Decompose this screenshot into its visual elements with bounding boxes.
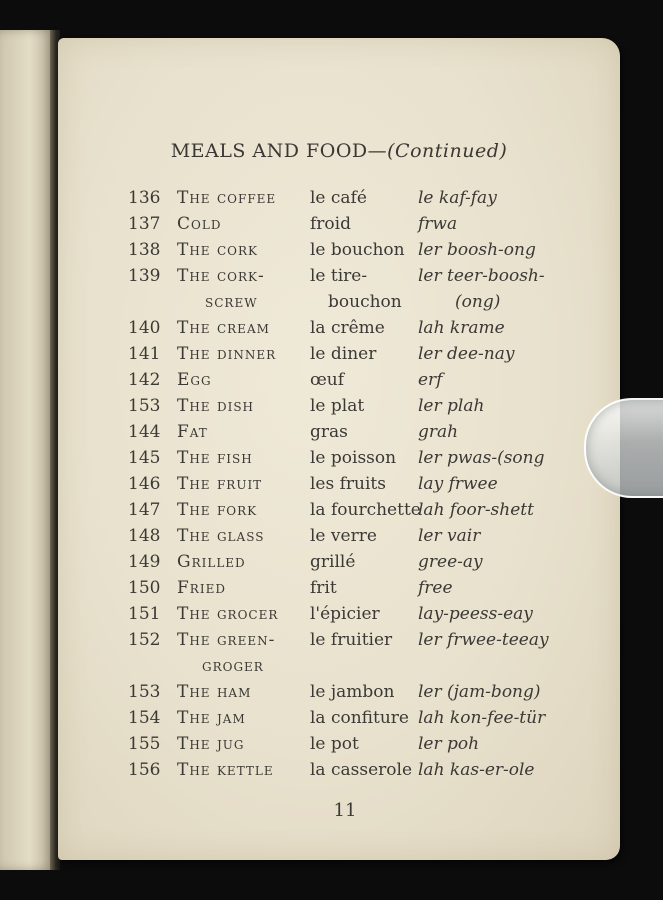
english-term: Fat: [177, 422, 208, 442]
title-continued: (Continued): [387, 140, 508, 162]
english-term: The jam: [177, 708, 246, 728]
english-term: The cork-: [177, 266, 265, 286]
pronunciation: lah krame: [418, 318, 505, 338]
english-term: The coffee: [177, 188, 277, 208]
pronunciation: ler frwee-teeay: [418, 630, 549, 650]
pronunciation: erf: [418, 370, 443, 390]
pronunciation: frwa: [418, 214, 458, 234]
pronunciation: lay-peess-eay: [418, 604, 533, 624]
table-row: [0, 370, 663, 396]
french-term: œuf: [310, 370, 345, 390]
entry-number: 137: [128, 214, 161, 234]
entry-number: 146: [128, 474, 161, 494]
entry-number: 155: [128, 734, 161, 754]
entry-number: 148: [128, 526, 161, 546]
pronunciation: ler plah: [418, 396, 485, 416]
french-term: le café: [310, 188, 367, 208]
english-term: The cork: [177, 240, 258, 260]
french-term: le tire-: [310, 266, 368, 286]
pronunciation: ler dee-nay: [418, 344, 515, 364]
english-term: The glass: [177, 526, 265, 546]
pronunciation: lah kas-er-ole: [418, 760, 535, 780]
french-term: grillé: [310, 552, 356, 572]
entry-number: 141: [128, 344, 161, 364]
table-row: [0, 214, 663, 240]
table-row: [0, 396, 663, 422]
table-row: [0, 578, 663, 604]
table-row: [0, 500, 663, 526]
title-main: MEALS AND FOOD—: [170, 140, 388, 162]
entry-number: 142: [128, 370, 161, 390]
entry-number: 140: [128, 318, 161, 338]
table-row: [0, 422, 663, 448]
pronunciation: ler poh: [418, 734, 480, 754]
pronunciation: le kaf-fay: [418, 188, 497, 208]
pronunciation: lah kon-fee-tür: [418, 708, 546, 728]
pronunciation: free: [418, 578, 453, 598]
french-term: le bouchon: [310, 240, 405, 260]
english-term: screw: [205, 292, 258, 312]
french-term: la crême: [310, 318, 385, 338]
entry-number: 156: [128, 760, 161, 780]
english-term: The fork: [177, 500, 258, 520]
english-term: The fish: [177, 448, 253, 468]
entry-number: 153: [128, 396, 161, 416]
french-term: bouchon: [328, 292, 402, 312]
english-term: The ham: [177, 682, 252, 702]
page-number: 11: [333, 800, 357, 821]
table-row: [0, 604, 663, 630]
table-row: [0, 474, 663, 500]
table-row: [0, 630, 663, 656]
pronunciation: ler teer-boosh-: [418, 266, 545, 286]
french-term: gras: [310, 422, 348, 442]
pronunciation: lay frwee: [418, 474, 498, 494]
english-term: The dinner: [177, 344, 277, 364]
table-row: [0, 240, 663, 266]
english-term: Grilled: [177, 552, 246, 572]
french-term: la fourchette: [310, 500, 421, 520]
entry-number: 153: [128, 682, 161, 702]
french-term: le poisson: [310, 448, 397, 468]
french-term: l'épicier: [310, 604, 380, 624]
entry-number: 154: [128, 708, 161, 728]
english-term: groger: [202, 656, 264, 676]
english-term: Cold: [177, 214, 222, 234]
english-term: The cream: [177, 318, 270, 338]
table-row: [0, 344, 663, 370]
french-term: le verre: [310, 526, 377, 546]
french-term: le pot: [310, 734, 359, 754]
english-term: The jug: [177, 734, 245, 754]
french-term: froid: [310, 214, 351, 234]
entry-number: 149: [128, 552, 161, 572]
pronunciation: grah: [418, 422, 459, 442]
french-term: les fruits: [310, 474, 386, 494]
entry-number: 150: [128, 578, 161, 598]
pronunciation: gree-ay: [418, 552, 483, 572]
english-term: The green-: [177, 630, 276, 650]
entry-number: 138: [128, 240, 161, 260]
table-row: [0, 552, 663, 578]
entry-number: 139: [128, 266, 161, 286]
french-term: le plat: [310, 396, 365, 416]
english-term: The fruit: [177, 474, 263, 494]
english-term: Fried: [177, 578, 226, 598]
pronunciation: lah foor-shett: [418, 500, 534, 520]
table-row: [0, 188, 663, 214]
entry-number: 145: [128, 448, 161, 468]
pronunciation: ler pwas-(song: [418, 448, 545, 468]
table-row-continuation: [0, 656, 663, 682]
english-term: The grocer: [177, 604, 279, 624]
pronunciation: ler vair: [418, 526, 481, 546]
entry-number: 144: [128, 422, 161, 442]
french-term: frit: [310, 578, 337, 598]
french-term: le fruitier: [310, 630, 393, 650]
table-row-continuation: [0, 292, 663, 318]
table-row: [0, 448, 663, 474]
table-row: [0, 318, 663, 344]
french-term: le jambon: [310, 682, 395, 702]
entry-number: 147: [128, 500, 161, 520]
table-row: [0, 734, 663, 760]
table-row: [0, 266, 663, 292]
french-term: le diner: [310, 344, 377, 364]
french-term: la confiture: [310, 708, 409, 728]
entry-number: 152: [128, 630, 161, 650]
english-term: The dish: [177, 396, 255, 416]
pronunciation: ler (jam-bong): [418, 682, 541, 702]
pronunciation: (ong): [455, 292, 501, 312]
table-row: [0, 708, 663, 734]
pronunciation: ler boosh-ong: [418, 240, 536, 260]
english-term: The kettle: [177, 760, 274, 780]
entry-number: 151: [128, 604, 161, 624]
table-row: [0, 682, 663, 708]
entry-number: 136: [128, 188, 161, 208]
english-term: Egg: [177, 370, 212, 390]
table-row: [0, 760, 663, 786]
french-term: la casserole: [310, 760, 412, 780]
table-row: [0, 526, 663, 552]
